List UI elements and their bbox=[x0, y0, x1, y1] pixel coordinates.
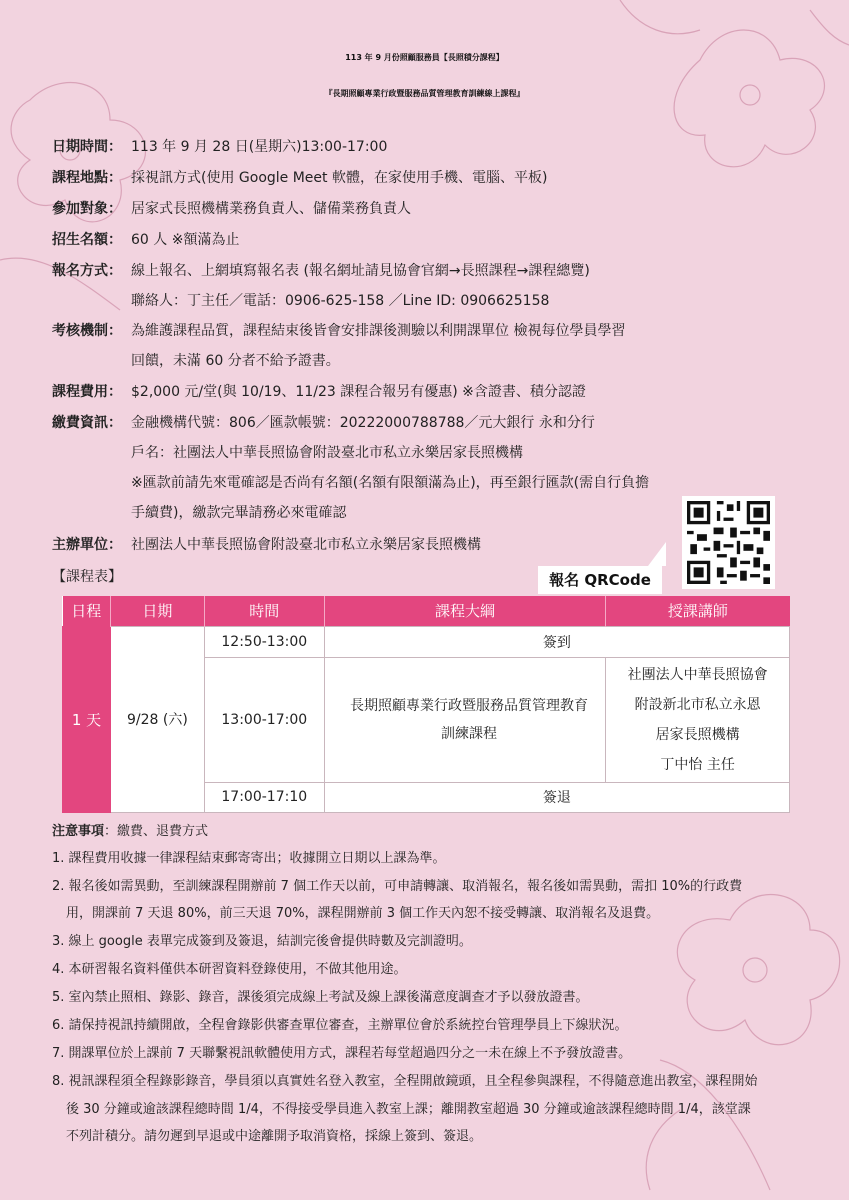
organizer-row bbox=[52, 535, 131, 555]
table-row bbox=[63, 626, 790, 657]
register-label: 報名方式： bbox=[52, 263, 122, 279]
organizer-value: 社團法人中華長照協會附設臺北市私立永樂居家長照機構 bbox=[131, 537, 481, 553]
fee-row bbox=[52, 382, 131, 402]
content-cell bbox=[324, 657, 606, 782]
assessment-row bbox=[52, 321, 131, 341]
qr-bubble-tail bbox=[630, 542, 666, 566]
register-row bbox=[52, 261, 131, 281]
payment-account-name: 戶名：社團法人中華長照協會附設臺北市私立永樂居家長照機構 bbox=[131, 445, 523, 461]
location-row bbox=[52, 168, 131, 188]
date-value: 113 年 9 月 28 日(星期六)13:00-17:00 bbox=[131, 139, 388, 155]
flower-decoration-left-icon bbox=[0, 60, 180, 320]
page-title-line1: 113 年 9 月份照顧服務員【長照積分課程】 bbox=[345, 53, 504, 62]
note-item: 2. 報名後如需異動，至訓練課程開辦前 7 個工作天以前，可申請轉讓、取消報名，報名後如需異動，需扣 10%的行政費 bbox=[52, 879, 743, 894]
qrcode-icon bbox=[687, 501, 770, 584]
time-cell: 17:00-17:10 bbox=[204, 782, 324, 812]
notes-heading bbox=[52, 822, 208, 842]
header-time: 時間 bbox=[204, 596, 324, 626]
assessment-value: 為維護課程品質，課程結束後皆會安排課後測驗以利開課單位 檢視每位學員學習 bbox=[131, 323, 626, 339]
content-cell: 簽到 bbox=[324, 626, 789, 657]
audience-row bbox=[52, 199, 131, 219]
schedule-header-row bbox=[63, 596, 790, 626]
location-value: 採視訊方式(使用 Google Meet 軟體，在家使用手機、電腦、平板) bbox=[131, 170, 548, 186]
content-cell: 簽退 bbox=[324, 782, 789, 812]
fee-label: 課程費用： bbox=[52, 384, 122, 400]
payment-value: 金融機構代號：806／匯款帳號：20222000788788／元大銀行 永和分行 bbox=[131, 415, 595, 431]
registration-qrcode[interactable] bbox=[682, 496, 775, 589]
note-item: 3. 線上 google 表單完成簽到及簽退，結訓完後會提供時數及完訓證明。 bbox=[52, 934, 472, 949]
header-content: 課程大綱 bbox=[324, 596, 606, 626]
organizer-label: 主辦單位： bbox=[52, 537, 122, 553]
teacher-line: 居家長照機構 bbox=[655, 726, 740, 743]
note-item: 不列計積分。請勿遲到早退或中途離開予取消資格，採線上簽到、簽退。 bbox=[66, 1129, 483, 1144]
fee-value: $2,000 元/堂(與 10/19、11/23 課程合報另有優惠) ※含證書、積分認證 bbox=[131, 384, 586, 400]
teacher-line: 丁中怡 主任 bbox=[660, 756, 735, 773]
time-cell: 12:50-13:00 bbox=[204, 626, 324, 657]
register-value: 線上報名、上網填寫報名表 (報名網址請見協會官網→長照課程→課程總覽) bbox=[131, 263, 590, 279]
note-item: 用，開課前 7 天退 80%，前三天退 70%，課程開辦前 3 個工作天內恕不接受轉讓、取消報名及退費。 bbox=[66, 906, 660, 921]
note-item: 4. 本研習報名資料僅供本研習資料登錄使用，不做其他用途。 bbox=[52, 962, 407, 977]
payment-note2: 手續費)，繳款完畢請務必來電確認 bbox=[131, 505, 347, 521]
payment-note1: ※匯款前請先來電確認是否尚有名額(名額有限額滿為止)，再至銀行匯款(需自行負擔 bbox=[131, 475, 650, 491]
schedule-label: 【課程表】 bbox=[52, 569, 122, 585]
content-line: 長期照顧專業行政暨服務品質管理教育 bbox=[349, 697, 588, 714]
header-date: 日期 bbox=[110, 596, 204, 626]
note-item: 5. 室內禁止照相、錄影、錄音，課後須完成線上考試及線上課後滿意度調查才予以發放證書。 bbox=[52, 990, 589, 1005]
payment-row bbox=[52, 413, 131, 433]
notes-head-rest: ：繳費、退費方式 bbox=[104, 824, 209, 839]
teacher-cell bbox=[606, 657, 790, 782]
quota-label: 招生名額： bbox=[52, 232, 122, 248]
header-teacher: 授課講師 bbox=[606, 596, 790, 626]
quota-value: 60 人 ※額滿為止 bbox=[131, 232, 240, 248]
date-row bbox=[52, 137, 131, 157]
register-contact: 聯絡人：丁主任／電話：0906-625-158 ／Line ID: 0906625158 bbox=[131, 293, 550, 309]
qr-label: 報名 QRCode bbox=[538, 566, 662, 594]
assessment-label: 考核機制： bbox=[52, 323, 122, 339]
content-line: 訓練課程 bbox=[440, 725, 497, 742]
location-label: 課程地點： bbox=[52, 170, 122, 186]
note-item: 1. 課程費用收據一律課程結束郵寄寄出；收據開立日期以上課為準。 bbox=[52, 851, 446, 866]
note-item: 6. 請保持視訊持續開啟，全程會錄影供審查單位審查，主辦單位會於系統控台管理學員上下線狀況。 bbox=[52, 1018, 628, 1033]
note-item: 8. 視訊課程須全程錄影錄音，學員須以真實姓名登入教室，全程開啟鏡頭，且全程參與課程，不得隨意進出教室，課程開始 bbox=[52, 1074, 758, 1089]
teacher-line: 社團法人中華長照協會 bbox=[627, 666, 768, 683]
payment-label: 繳費資訊： bbox=[52, 415, 122, 431]
schedule-table bbox=[62, 596, 790, 813]
date-cell: 9/28 (六) bbox=[110, 626, 204, 812]
notes-head: 注意事項 bbox=[52, 824, 105, 839]
teacher-line: 附設新北市私立永恩 bbox=[634, 696, 761, 713]
page-title-line2: 『長期照顧專業行政暨服務品質管理教育訓練線上課程』 bbox=[324, 89, 525, 98]
note-item: 7. 開課單位於上課前 7 天聯繫視訊軟體使用方式，課程若每堂超過四分之一未在線上不予發放證書。 bbox=[52, 1046, 632, 1061]
audience-value: 居家式長照機構業務負責人、儲備業務負責人 bbox=[131, 201, 411, 217]
time-cell: 13:00-17:00 bbox=[204, 657, 324, 782]
day-cell: 1 天 bbox=[63, 626, 111, 812]
assessment-value2: 回饋，未滿 60 分者不給予證書。 bbox=[131, 353, 340, 369]
audience-label: 參加對象： bbox=[52, 201, 122, 217]
header-day: 日程 bbox=[63, 596, 111, 626]
quota-row bbox=[52, 230, 131, 250]
note-item: 後 30 分鐘或逾該課程總時間 1/4，不得接受學員進入教室上課；離開教室超過 30 分鐘或逾該課程總時間 1/4，該堂課 bbox=[66, 1102, 751, 1117]
date-label: 日期時間： bbox=[52, 139, 122, 155]
